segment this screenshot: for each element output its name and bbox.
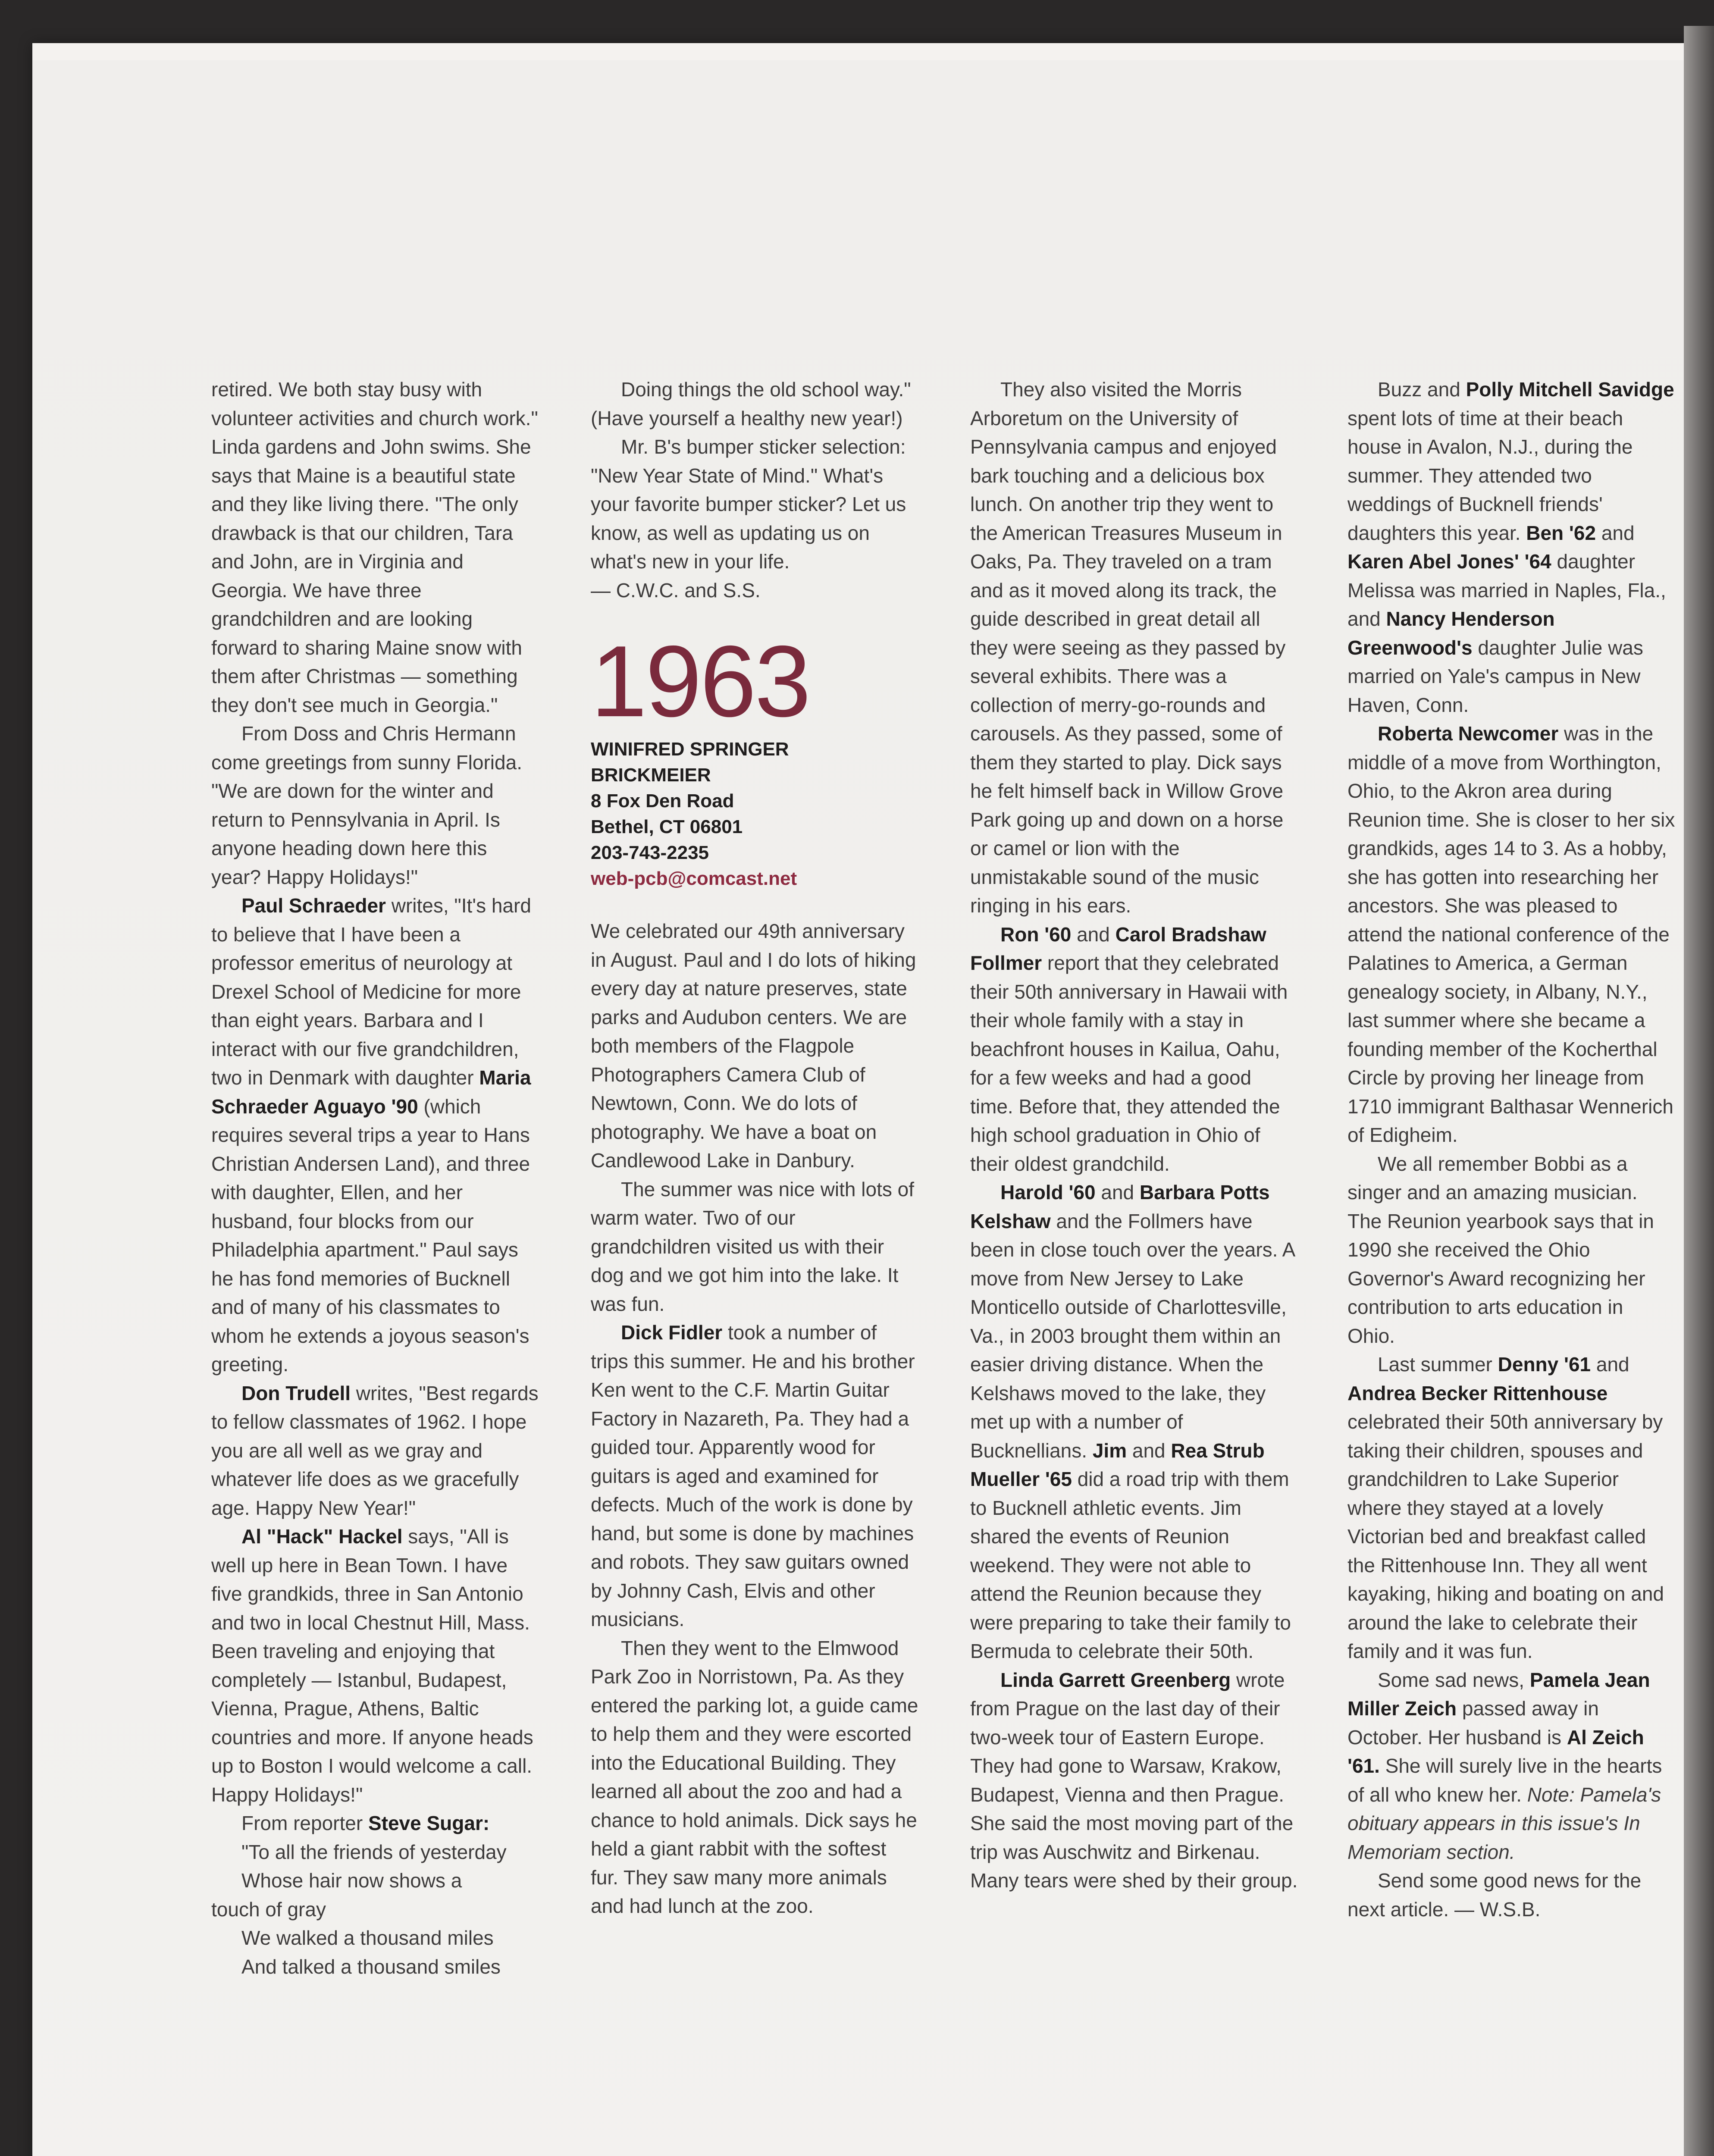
text-run: writes, "It's hard to believe that I have been a professor emeritus of neurology at Drexel School of Medicine for more than eight years. Barbara and I interact with our five grandchildren, two in Denmark with daughter — [211, 894, 531, 1089]
column-4 — [1347, 375, 1675, 1924]
paragraph: We celebrated our 49th anniversary in August. Paul and I do lots of hiking every day at nature preserves, state parks and Audubon centers. We are both members of the Flagpole Photographers Camera Club of Newtown, Conn. We do lots of photography. We have a boat on Candlewood Lake in Danbury. — [591, 920, 916, 1172]
classmate-name: Pamela Jean Miller Zeich — [1347, 1668, 1650, 1720]
text-run: passed away in October. Her husband is — [1347, 1697, 1599, 1749]
classmate-name: Polly Mitchell Savidge — [1466, 378, 1674, 401]
reporter-street: 8 Fox Den Road — [591, 790, 734, 812]
verse-line: "To all the friends of yesterday — [241, 1840, 507, 1863]
text-run: and the Follmers have been in close touch over the years. A move from New Jersey to Lake Monticello outside of Charlottesville, Va., in 2003 brought them within an easier driving distance. When the Kelshaws moved to the lake, they met up with a number of Bucknellians. — [970, 1210, 1294, 1462]
text-run: says, "All is well up here in Bean Town. I have five grandkids, three in San Antonio and two in local Chestnut Hill, Mass. Been traveling and enjoying that completely — Istanbul, Budapest, Vienna, Prague, Athens, Baltic countries and more. If anyone heads up to Boston I would welcome a call. Happy Holidays!" — [211, 1525, 533, 1806]
reporter-name: WINIFRED SPRINGER — [591, 739, 789, 760]
paragraph — [211, 891, 539, 1379]
classmate-name: Dick Fidler — [621, 1321, 723, 1344]
paragraph: They also visited the Morris Arboretum on the University of Pennsylvania campus and enjoyed bark touching and a delicious box lunch. On another trip they went to the American Treasures Museum in Oaks, Pa. They traveled on a tram and as it moved along its track, the guide described in great detail all they were seeing as they passed by several exhibits. There was a collection of merry-go-rounds and carousels. As they passed, some of them they started to play. Dick says he felt himself back in Willow Grove Park going up and down on a horse or camel or lion with the unmistakable sound of the music ringing in his ears. — [970, 378, 1286, 917]
class-year-heading: 1963 — [591, 624, 809, 738]
text-run: celebrated their 50th anniversary by taking their children, spouses and grandchildren to Lake Superior where they stayed at a lovely Victorian bed and breakfast called the Rittenhouse Inn. They all went kayaking, hiking and boating on and around the lake to celebrate their family and it was fun. — [1347, 1410, 1664, 1662]
text-run: spent lots of time at their beach house in Avalon, N.J., during the summer. They attended two weddings of Bucknell friends' daughters this year. — [1347, 407, 1633, 544]
text-run: Buzz and — [1378, 378, 1466, 401]
classmate-name: Karen Abel Jones' '64 — [1347, 550, 1551, 573]
verse-line: And talked a thousand smiles — [241, 1955, 501, 1978]
column-2 — [591, 375, 918, 1921]
classmate-name: Carol Bradshaw Follmer — [970, 923, 1266, 974]
paragraph — [1347, 719, 1675, 1150]
reporter-phone: 203-743-2235 — [591, 842, 709, 863]
classmate-name: Denny '61 — [1498, 1353, 1591, 1376]
classmate-name: Steve Sugar: — [368, 1812, 490, 1834]
column-1 — [211, 375, 539, 1981]
classmate-name: Ben '62 — [1526, 521, 1596, 544]
classmate-name: Nancy Henderson Greenwood's — [1347, 608, 1555, 659]
editor-note: Note: Pamela's obituary appears in this issue's In Memoriam section. — [1347, 1783, 1661, 1863]
classmate-name: Paul Schraeder — [241, 894, 386, 917]
text-run: (which requires several trips a year to Hans Christian Andersen Land), and three with daughter, Ellen, and her husband, four blocks from our Philadelphia apartment." Paul says he has fond memories of Bucknell and of many of his classmates to whom he extends a joyous season's greeting. — [211, 1095, 530, 1376]
classmate-name: Don Trudell — [241, 1382, 351, 1404]
text-run: daughter Melissa was married in Naples, Fla., and — [1347, 550, 1666, 630]
signature: — C.W.C. and S.S. — [591, 579, 761, 602]
text-run: and — [1127, 1439, 1171, 1462]
paragraph — [970, 1178, 1298, 1666]
text-run: Last summer — [1378, 1353, 1498, 1376]
text-run: Some sad news, — [1378, 1668, 1530, 1691]
paragraph: We all remember Bobbi as a singer and an amazing musician. The Reunion yearbook says that in 1990 she received the Ohio Governor's Award recognizing her contribution to arts education in Ohio. — [1347, 1152, 1654, 1347]
classmate-name: Andrea Becker Rittenhouse — [1347, 1382, 1608, 1404]
text-run: report that they celebrated their 50th anniversary in Hawaii with their whole family with a stay in beachfront houses in Kailua, Oahu, for a few weeks and had a good time. Before that, they attended the high school graduation in Ohio of their oldest grandchild. — [970, 952, 1288, 1175]
paragraph — [1347, 375, 1675, 719]
paragraph: Then they went to the Elmwood Park Zoo in Norristown, Pa. As they entered the parking lot, a guide came to help them and they were escorted into the Educational Building. They learned all about the zoo and had a chance to hold animals. Dick says he held a giant rabbit with the softest fur. They saw many more animals and had lunch at the zoo. — [591, 1636, 918, 1917]
column-3 — [970, 375, 1298, 1895]
classmate-name: Maria Schraeder Aguayo '90 — [211, 1066, 531, 1118]
paragraph: The summer was nice with lots of warm water. Two of our grandchildren visited us with their dog and we got him into the lake. It was fun. — [591, 1178, 915, 1315]
paragraph: Send some good news for the next article. — W.S.B. — [1347, 1869, 1642, 1921]
paragraph — [211, 1379, 539, 1523]
paragraph — [1347, 1350, 1675, 1666]
text-run: writes, "Best regards to fellow classmates of 1962. I hope you are all well as we gray and whatever life does as we gracefully age. Happy New Year!" — [211, 1382, 539, 1519]
text-run: daughter Julie was married on Yale's campus in New Haven, Conn. — [1347, 636, 1643, 716]
paragraph: Mr. B's bumper sticker selection: "New Year State of Mind." What's your favorite bumper sticker? Let us know, as well as updating us on what's new in your life. — [591, 436, 906, 573]
classmate-name: Linda Garrett Greenberg — [1000, 1668, 1231, 1691]
classmate-name: Rea Strub Mueller '65 — [970, 1439, 1265, 1490]
classmate-name: Jim — [1092, 1439, 1127, 1462]
text-run: and — [1596, 521, 1635, 544]
reporter-name: BRICKMEIER — [591, 765, 711, 786]
paragraph — [211, 1522, 539, 1809]
verse-line: touch of gray — [211, 1898, 326, 1921]
text-run: wrote from Prague on the last day of their two-week tour of Eastern Europe. They had gone to Warsaw, Krakow, Budapest, Vienna and then Prague. She said the most moving part of the trip was Auschwitz and Birkenau. Many tears were shed by their group. — [970, 1668, 1298, 1892]
classmate-name: Harold '60 — [1000, 1181, 1096, 1203]
text-run: was in the middle of a move from Worthington, Ohio, to the Akron area during Reunion time. She is closer to her six grandkids, ages 14 to 3. As a hobby, she has gotten into researching her ancestors. She was pleased to attend the national conference of the Palatines to America, a German genealogy society, in Albany, N.Y., last summer where she became a founding member of the Kocherthal Circle by proving her lineage from 1710 immigrant Balthasar Wennerich of Edigheim. — [1347, 722, 1675, 1146]
classmate-name: Al "Hack" Hackel — [241, 1525, 403, 1548]
classmate-name: Al Zeich '61. — [1347, 1726, 1644, 1777]
paragraph — [591, 1318, 918, 1634]
text-run: did a road trip with them to Bucknell athletic events. Jim shared the events of Reunion weekend. They were not able to attend the Reunion because they were preparing to take their family to Bermuda to celebrate their 50th. — [970, 1468, 1291, 1662]
class-reporter-contact — [591, 736, 918, 892]
paragraph: retired. We both stay busy with volunteer activities and church work." Linda gardens and John swims. She says that Maine is a beautiful state and they like living there. "The only drawback is that our children, Tara and John, are in Virginia and Georgia. We have three grandchildren and are looking forward to sharing Maine snow with them after Christmas — something they don't see much in Georgia." — [211, 378, 538, 716]
classmate-name: Ron '60 — [1000, 923, 1072, 946]
reporter-email-link[interactable]: web-pcb@comcast.net — [591, 868, 797, 889]
paragraph — [970, 1666, 1298, 1895]
paragraph: From Doss and Chris Hermann come greetings from sunny Florida. "We are down for the winter and return to Pennsylvania in April. Is anyone heading down here this year? Happy Holidays!" — [211, 722, 522, 888]
page-binding-edge — [1684, 26, 1714, 2156]
paragraph — [211, 1809, 539, 1838]
text-run: From reporter — [241, 1812, 368, 1834]
text-run: and — [1071, 923, 1116, 946]
text-run: and — [1591, 1353, 1629, 1376]
classmate-name: Roberta Newcomer — [1378, 722, 1559, 745]
text-run: She will surely live in the hearts of all who knew her. — [1347, 1755, 1662, 1806]
paragraph — [970, 920, 1298, 1178]
text-run: took a number of trips this summer. He and his brother Ken went to the C.F. Martin Guitar Factory in Nazareth, Pa. They had a guided tour. Apparently wood for guitars is aged and examined for defects. Much of the work is done by hand, but some is done by machines and robots. They saw guitars owned by Johnny Cash, Elvis and other musicians. — [591, 1321, 915, 1630]
verse-line: We walked a thousand miles — [241, 1927, 494, 1949]
paragraph: Doing things the old school way." (Have yourself a healthy new year!) — [591, 378, 911, 429]
classmate-name: Barbara Potts Kelshaw — [970, 1181, 1270, 1232]
verse-line: Whose hair now shows a — [241, 1869, 462, 1892]
paragraph — [1347, 1666, 1675, 1867]
text-run: and — [1095, 1181, 1140, 1203]
reporter-city: Bethel, CT 06801 — [591, 816, 743, 837]
